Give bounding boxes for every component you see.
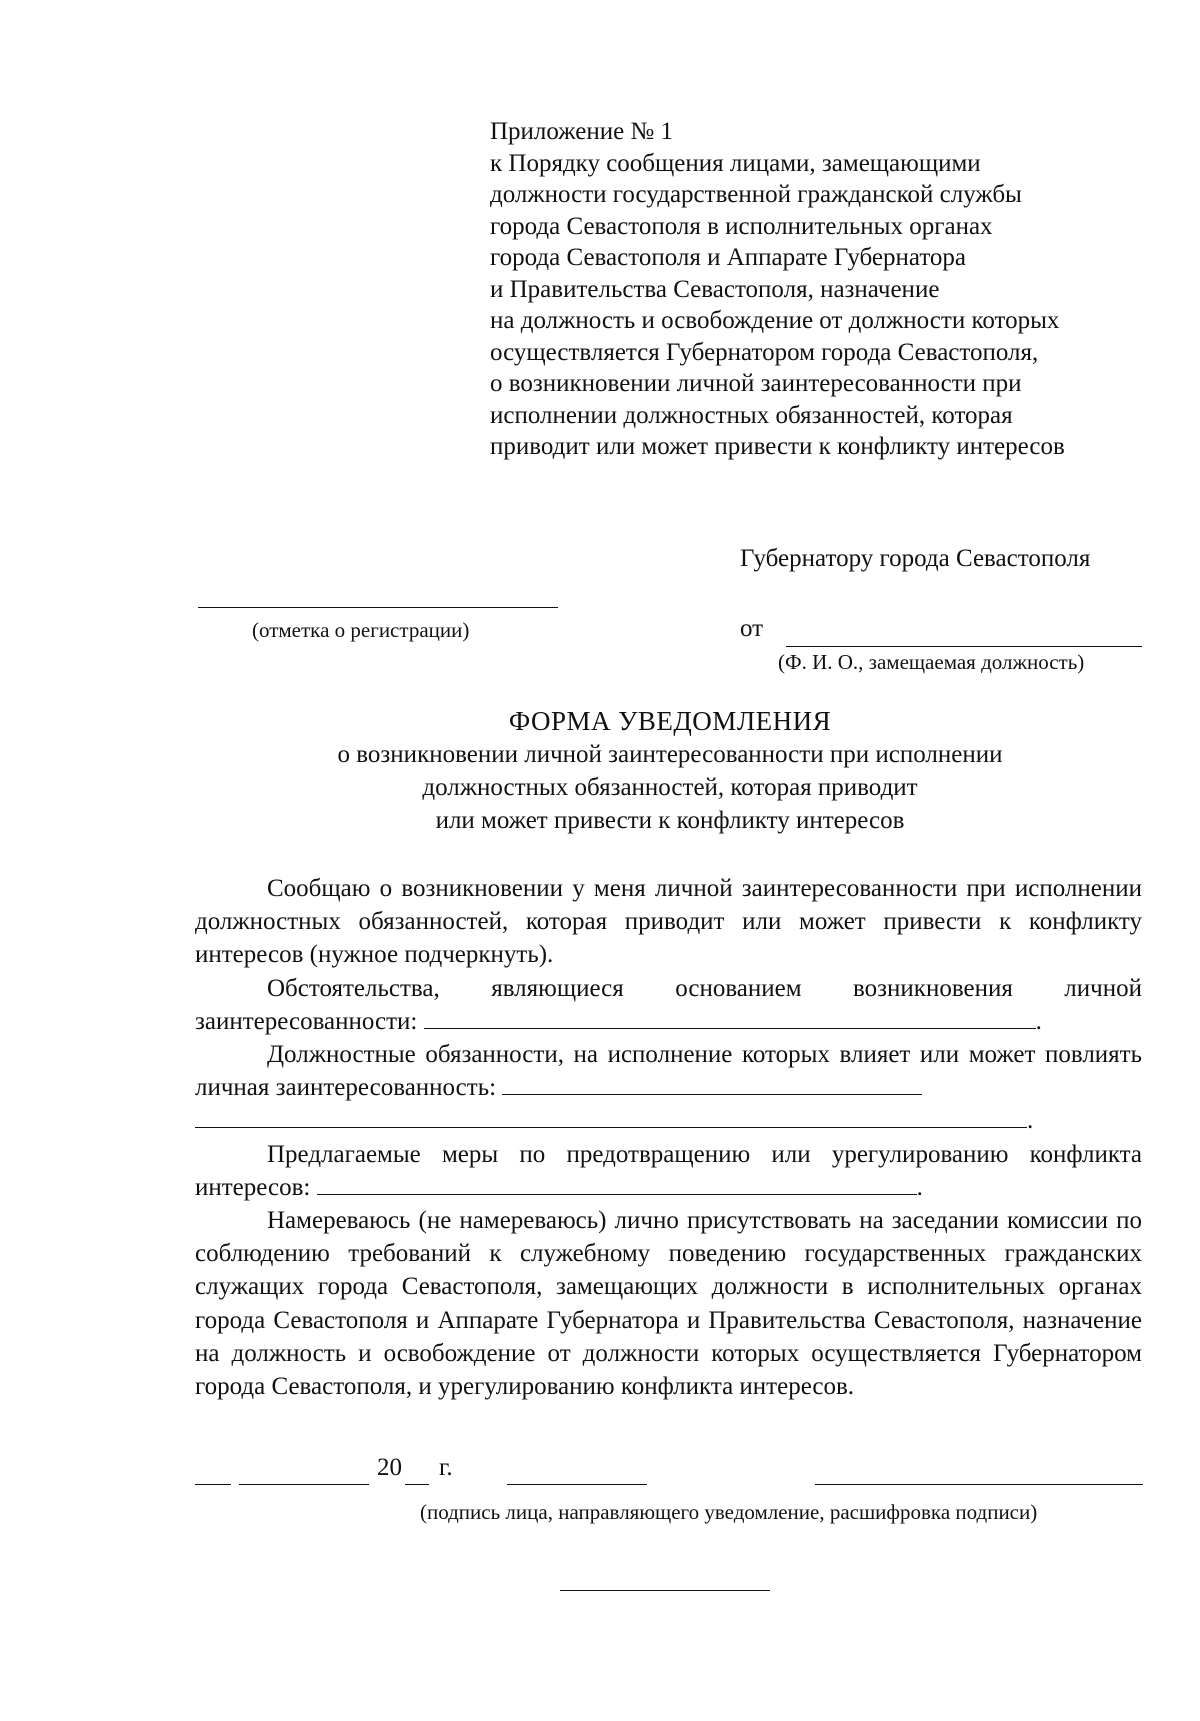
paragraph-duties xyxy=(195,1038,1142,1104)
date-signature-row xyxy=(195,1454,1145,1488)
registration-mark-line xyxy=(198,607,558,608)
duties-label: Должностные обязанности, на исполнение которых влияет или может повлиять личная заинтересованность: xyxy=(195,1041,1142,1102)
annex-line: и Правительства Севастополя, назначение xyxy=(490,275,940,303)
signature-decoding-fill-line[interactable] xyxy=(815,1454,1143,1485)
annex-line: о возникновении личной заинтересованности при xyxy=(490,370,1022,397)
year-suffix: г. xyxy=(439,1454,453,1481)
period: . xyxy=(1027,1107,1034,1135)
measures-fill-line[interactable] xyxy=(317,1172,917,1195)
subtitle-line: или может привести к конфликту интересов xyxy=(435,807,905,834)
annex-line: исполнении должностных обязанностей, которая xyxy=(490,401,1013,429)
annex-header xyxy=(490,116,1170,463)
period: . xyxy=(1035,1007,1042,1035)
annex-line: осуществляется Губернатором города Севастополя, xyxy=(490,338,1039,366)
signature-caption: (подпись лица, направляющего уведомление, расшифровка подписи) xyxy=(420,1500,1038,1524)
annex-line: должности государственной гражданской службы xyxy=(490,181,1022,208)
annex-line: города Севастополя и Аппарате Губернатора xyxy=(490,244,967,271)
signature-fill-line[interactable] xyxy=(507,1454,647,1485)
annex-line: на должность и освобождение от должности которых xyxy=(490,307,1060,334)
duties-fill-line-2[interactable] xyxy=(195,1105,1027,1128)
annex-line: к Порядку сообщения лицами, замещающими xyxy=(490,149,981,177)
from-label: от xyxy=(740,615,764,642)
form-subtitle xyxy=(0,738,1200,837)
bottom-separator-line xyxy=(560,1590,770,1591)
paragraph-circumstances xyxy=(195,972,1142,1038)
from-caption: (Ф. И. О., замещаемая должность) xyxy=(778,650,1085,674)
annex-line: Приложение № 1 xyxy=(490,118,674,145)
year-fill-line[interactable] xyxy=(405,1454,429,1485)
paragraph-measures xyxy=(195,1138,1142,1204)
month-fill-line[interactable] xyxy=(239,1454,369,1485)
from-fill-line[interactable] xyxy=(786,646,1142,647)
measures-label: Предлагаемые меры по предотвращению или урегулированию конфликта интересов: xyxy=(195,1140,1142,1201)
subtitle-line: должностных обязанностей, которая приводит xyxy=(422,774,918,801)
duties-second-line xyxy=(195,1104,1142,1137)
circumstances-fill-line[interactable] xyxy=(424,1006,1036,1029)
addressee: Губернатору города Севастополя xyxy=(740,545,1091,572)
period: . xyxy=(916,1173,923,1201)
circumstances-label: Обстоятельства, являющиеся основанием возникновения личной заинтересованности: xyxy=(195,974,1142,1035)
year-prefix: 20 xyxy=(377,1454,402,1481)
registration-caption: (отметка о регистрации) xyxy=(252,618,470,642)
form-title: ФОРМА УВЕДОМЛЕНИЯ xyxy=(508,706,832,736)
form-body xyxy=(195,872,1142,1403)
paragraph-notification: Сообщаю о возникновении у меня личной заинтересованности при исполнении должностных обязанностей, которая приводит или может привести к конфликту интересов (нужное подчеркнуть). xyxy=(195,875,1142,969)
subtitle-line: о возникновении личной заинтересованности при исполнении xyxy=(337,741,1003,768)
duties-fill-line[interactable] xyxy=(502,1072,922,1095)
paragraph-intent: Намереваюсь (не намереваюсь) лично присутствовать на заседании комиссии по соблюдению требований к служебному поведению государственных гражданских служащих города Севастополя, замещающих должности в исполнительных органах города Севастополя и Аппарате Губернатора и Правительства Севастополя, назначение на должность и освобождение от должности которых осуществляется Губернатором города Севастополя, и урегулированию конфликта интересов. xyxy=(195,1207,1142,1401)
annex-line: города Севастополя в исполнительных органах xyxy=(490,212,993,240)
day-fill-line[interactable] xyxy=(195,1454,231,1485)
annex-line: приводит или может привести к конфликту интересов xyxy=(490,433,1065,460)
